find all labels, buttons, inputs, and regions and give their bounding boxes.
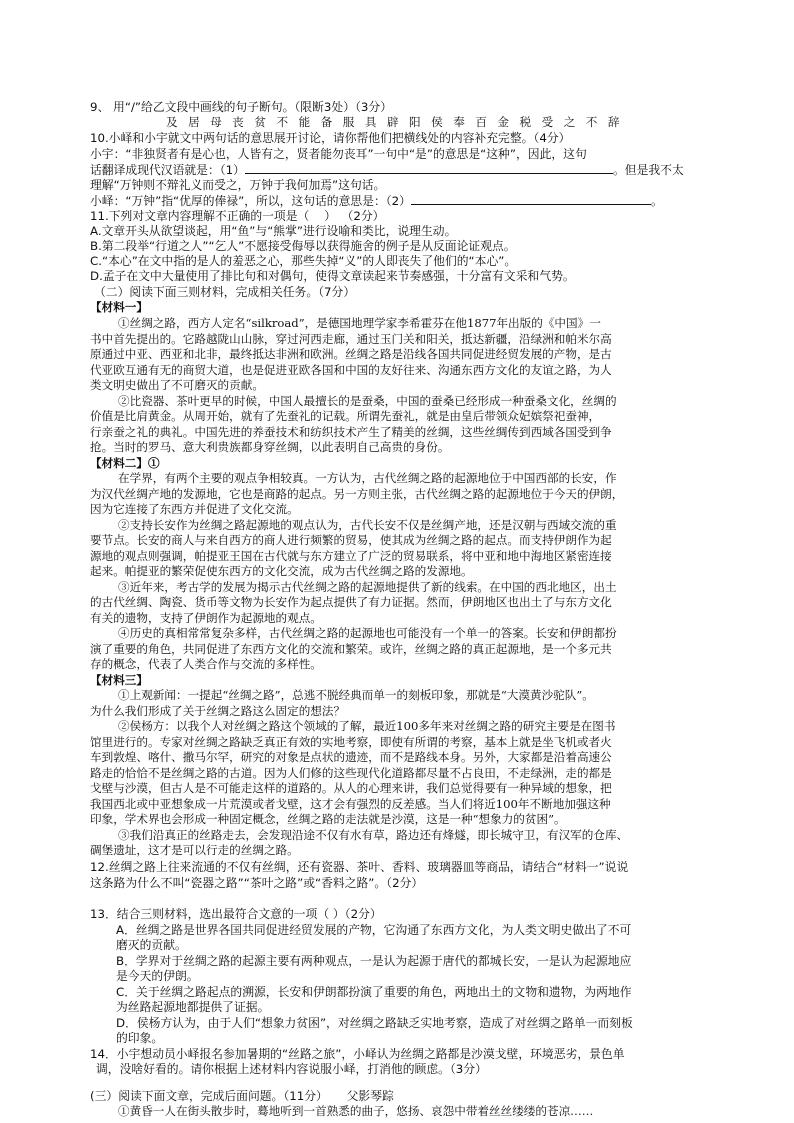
q14-line1: 14．小宇想动员小峄报名参加暑期的“丝路之旅”，小峄认为丝绸之路都是沙漠戈壁，环境恶劣，景色单 (90, 1047, 625, 1061)
q11-points: （2分） (341, 209, 385, 223)
m3-p2-l7: 印象，学术界也会形成一种固定概念，丝绸之路的走法就是沙漠，这是一种“想象力的贫困”。 (90, 812, 566, 826)
m2-p4-l3: 存的概念，代表了人类合作与交流的多样性。 (90, 657, 322, 671)
m1-p2-l3: 行亲蚕之礼的典礼。中国先进的养蚕技术和纺织技术产生了精美的丝绸，这些丝绸传到西域各国受到争 (90, 425, 612, 439)
m3-p1-l1: ①上观新闻：一提起“丝绸之路”，总逃不脱经典而单一的刻板印象，那就是“大漠黄沙驼队”。 (118, 688, 594, 702)
m2-p3-l1: ③近年来，考古学的发展为揭示古代丝绸之路的起源地提供了新的线索。在中国的西北地区，出土 (118, 580, 617, 594)
q10-line4-text: 小峄：“万钟”指“优厚的俸禄”，所以，这句话的意思是：（2） (90, 194, 411, 208)
section2-title: （二）阅读下面三则材料，完成相关任务。（7分） (94, 285, 356, 299)
m2-p1-l1: 在学界，有两个主要的观点争相较真。一方认为，古代丝绸之路的起源地位于中国西部的长安，作 (118, 471, 617, 485)
q13-option-d-l1: D．侯杨方认为，由于人们“想象力贫困”，对丝绸之路缺乏实地考察，造成了对丝绸之路单一而刻板 (116, 1016, 633, 1030)
answer-blank-2[interactable] (411, 193, 651, 205)
m2-p1-l2: 为汉代丝绸产地的发源地，它也是商路的起点。另一方则主张，古代丝绸之路的起源地位于今天的伊朗， (90, 487, 624, 501)
article-first-line: ①黄昏一人在街头散步时，蓦地听到一首熟悉的曲子，悠扬、哀怨中带着丝丝缕缕的苍凉…… (118, 1104, 594, 1118)
q11-option-c: C.“本心”在文中指的是人的羞恶之心，那些失掉“义”的人即丧失了他们的“本心”。 (90, 254, 517, 268)
m2-p4-l1: ④历史的真相常常复杂多样，古代丝绸之路的起源地也可能没有一个单一的答案。长安和伊朗都扮 (118, 626, 617, 640)
m3-p2-l4: 路走的恰恰不是丝绸之路的古道。因为人们修的这些现代化道路都尽量不占良田，不走绿洲，走的都是 (90, 766, 612, 780)
answer-blank-1[interactable] (245, 162, 613, 174)
m3-p3-l2: 碉堡遗址，这才是可以行走的丝绸之路。 (90, 843, 299, 857)
m1-p1-l1: ①丝绸之路，西方人定名“silkroad”，是德国地理学家李希霍芬在他1877年出版的《中国》一 (118, 316, 601, 330)
q13-option-c-l1: C．关于丝绸之路起点的溯源，长安和伊朗都扮演了重要的角色，两地出土的文物和遗物，为两地作 (116, 985, 632, 999)
q10-line3: 理解“万钟则不辩礼义而受之，万钟于我何加焉”这句话。 (90, 178, 386, 192)
m2-p1-l3: 因为它连接了东西方并促进了文化交流。 (90, 502, 299, 516)
q12-line2: 这条路为什么不叫“瓷器之路”“茶叶之路”或“香料之路”。（2分） (90, 876, 424, 890)
m1-p1-l4: 代亚欧互通有无的商贸大道，也是促进亚欧各国和中国的友好往来、沟通东西方文化的友谊之路，为人 (90, 363, 612, 377)
m2-p3-l2: 的古代丝绸、陶瓷、货币等文物为长安作为起点提供了有力证据。然而，伊朗地区也出土了与东方文化 (90, 595, 612, 609)
q9-stem: 9、 用“/”给乙文段中画线的句子断句。（限断3处）（3分） (90, 100, 392, 114)
article-title: 父影琴踪 (346, 1089, 394, 1103)
q11-option-a: A.文章开头从欲望谈起，用“鱼”与“熊掌”进行设喻和类比，说理生动。 (90, 224, 457, 238)
m3-p2-l2: 馆里进行的。专家对丝绸之路缺乏真正有效的实地考察，即使有所谓的考察，基本上就是坐飞机或者火 (90, 735, 612, 749)
material1-label: 【材料一】 (90, 300, 148, 314)
m2-p2-l1: ②支持长安作为丝绸之路起源地的观点认为，古代长安不仅是丝绸产地，还是汉朝与西域交流的重 (118, 518, 617, 532)
m3-p3-l1: ③我们沿真正的丝路走去，会发现沿途不仅有水有草，路边还有烽燧，即长城守卫，有汉军的仓库、 (118, 828, 629, 842)
m1-p1-l2: 书中首先提出的。它路越陇山山脉，穿过河西走廊，通过玉门关和阳关，抵达新疆，沿绿洲和帕米尔高 (90, 332, 612, 346)
m2-p4-l2: 演了重要的角色，共同促进了东西方文化的交流和繁荣。或许，丝绸之路的真正起源地，是一个多元共 (90, 642, 612, 656)
q11-stem-text: 11.下列对文章内容理解不正确的一项是 (90, 209, 298, 223)
material2-label: 【材料二】① (90, 456, 160, 470)
q13-option-b-l1: B．学界对于丝绸之路的起源主要有两种观点，一是认为起源于唐代的都城长安，一是认为起源地应 (116, 954, 632, 968)
q13-option-b-l2: 是今天的伊朗。 (116, 969, 199, 983)
q14-line2: 调，没啥好看的。请你根据上述材料内容说服小峄，打消他的顾虑。（3分） (96, 1062, 487, 1076)
m2-p2-l3: 源地的观点则强调，帕提亚王国在古代就与东方建立了广泛的贸易联系，将中亚和地中海地区紧密连接 (90, 549, 612, 563)
m3-p2-l3: 车到敦煌、喀什、撒马尔罕，研究的对象是点状的遗迹，而不是路线本身。另外，大家都是沿着高速公 (90, 750, 612, 764)
m1-p1-l3: 原通过中亚、西亚和北非，最终抵达非洲和欧洲。丝绸之路是沿线各国共同促进经贸发展的产物，是古 (90, 347, 612, 361)
q10-line1: 小宇：“非独贤者有是心也，人皆有之，贤者能勿丧耳”一句中“是”的意思是“这种”，因此，这句 (90, 147, 587, 161)
m2-p2-l4: 起来。帕提亚的繁荣促使东西方的文化交流，成为古代丝绸之路的发源地。 (90, 564, 473, 578)
m3-p2-l1: ②侯杨方：以我个人对丝绸之路这个领域的了解，最近100多年来对丝绸之路的研究主要是在图书 (118, 719, 616, 733)
q9-sentence: 及居母丧贫不能备服具辟阳侯奉百金税受之不辞 (166, 115, 630, 129)
q10-line4-tail: 。 (650, 194, 663, 208)
m3-p2-l6: 我国西北或中亚想象成一片荒漠或者戈壁，这才会有强烈的反差感。当人们将近100年不断地加强这种 (90, 797, 611, 811)
m1-p2-l4: 抢。当时的罗马、意大利贵族都身穿丝绸，以此表明自己高贵的身份。 (90, 440, 450, 454)
q11-stem (90, 209, 384, 224)
q13-option-a-l1: A．丝绸之路是世界各国共同促进经贸发展的产物，它沟通了东西方文化，为人类文明史做出了不可 (116, 923, 632, 937)
q11-option-b: B.第二段举“行道之人”“乞人”不愿接受侮辱以获得施舍的例子是从反面论证观点。 (90, 239, 516, 253)
m1-p2-l2: 价值是比肩黄金。从周开始，就有了先蚕礼的记载。所谓先蚕礼，就是由皇后带领众妃嫔祭祀蚕神， (90, 409, 601, 423)
q10-line2-tail: 。但是我不太 (612, 163, 684, 177)
section3-title (90, 1089, 394, 1104)
q10-line2-text: 话翻译成现代汉语就是：（1） (90, 163, 245, 177)
m1-p1-l5: 类文明史做出了不可磨灭的贡献。 (90, 378, 264, 392)
material3-label: 【材料三】 (90, 673, 148, 687)
q13-option-c-l2: 为丝路起源地都提供了证据。 (116, 1000, 270, 1014)
q13-option-a-l2: 磨灭的贡献。 (116, 938, 187, 952)
q12-line1: 12.丝绸之路上往来流通的不仅有丝绸，还有瓷器、茶叶、香料、玻璃器皿等商品，请结合“材料一”说说 (90, 860, 629, 874)
q10-line2 (90, 162, 684, 178)
q13-option-d-l2: 的印象。 (116, 1031, 164, 1045)
m2-p3-l3: 有关的遗物，支持了伊朗作为起源地的观点。 (90, 611, 322, 625)
section3-title-text: (三）阅读下面文章，完成后面问题。（11分） (90, 1089, 328, 1103)
q13-stem: 13．结合三则材料，选出最符合文意的一项（ ）（2分） (90, 907, 382, 921)
m2-p2-l2: 要节点。长安的商人与来自西方的商人进行频繁的贸易，使其成为丝绸之路的起点。而支持伊朗作为起 (90, 533, 612, 547)
m1-p2-l1: ②比瓷器、茶叶更早的时候，中国人最擅长的是蚕桑，中国的蚕桑已经形成一种蚕桑文化，丝绸的 (118, 394, 617, 408)
m3-p1-l2: 为什么我们形成了关于丝绸之路这么固定的想法？ (90, 704, 346, 718)
q11-option-d: D.孟子在文中大量使用了排比句和对偶句，使得文章读起来节奏感强，十分富有文采和气势。 (90, 269, 575, 283)
q10-intro: 10.小峄和小宇就文中两句话的意思展开讨论，请你帮他们把横线处的内容补充完整。（4分） (90, 131, 571, 145)
answer-bracket[interactable]: （ ） (297, 209, 337, 223)
q10-line4 (90, 193, 663, 209)
m3-p2-l5: 戈壁与沙漠，但古人是不可能走这样的道路的。从人的心理来讲，我们总觉得要有一种异域的想象，把 (90, 781, 612, 795)
